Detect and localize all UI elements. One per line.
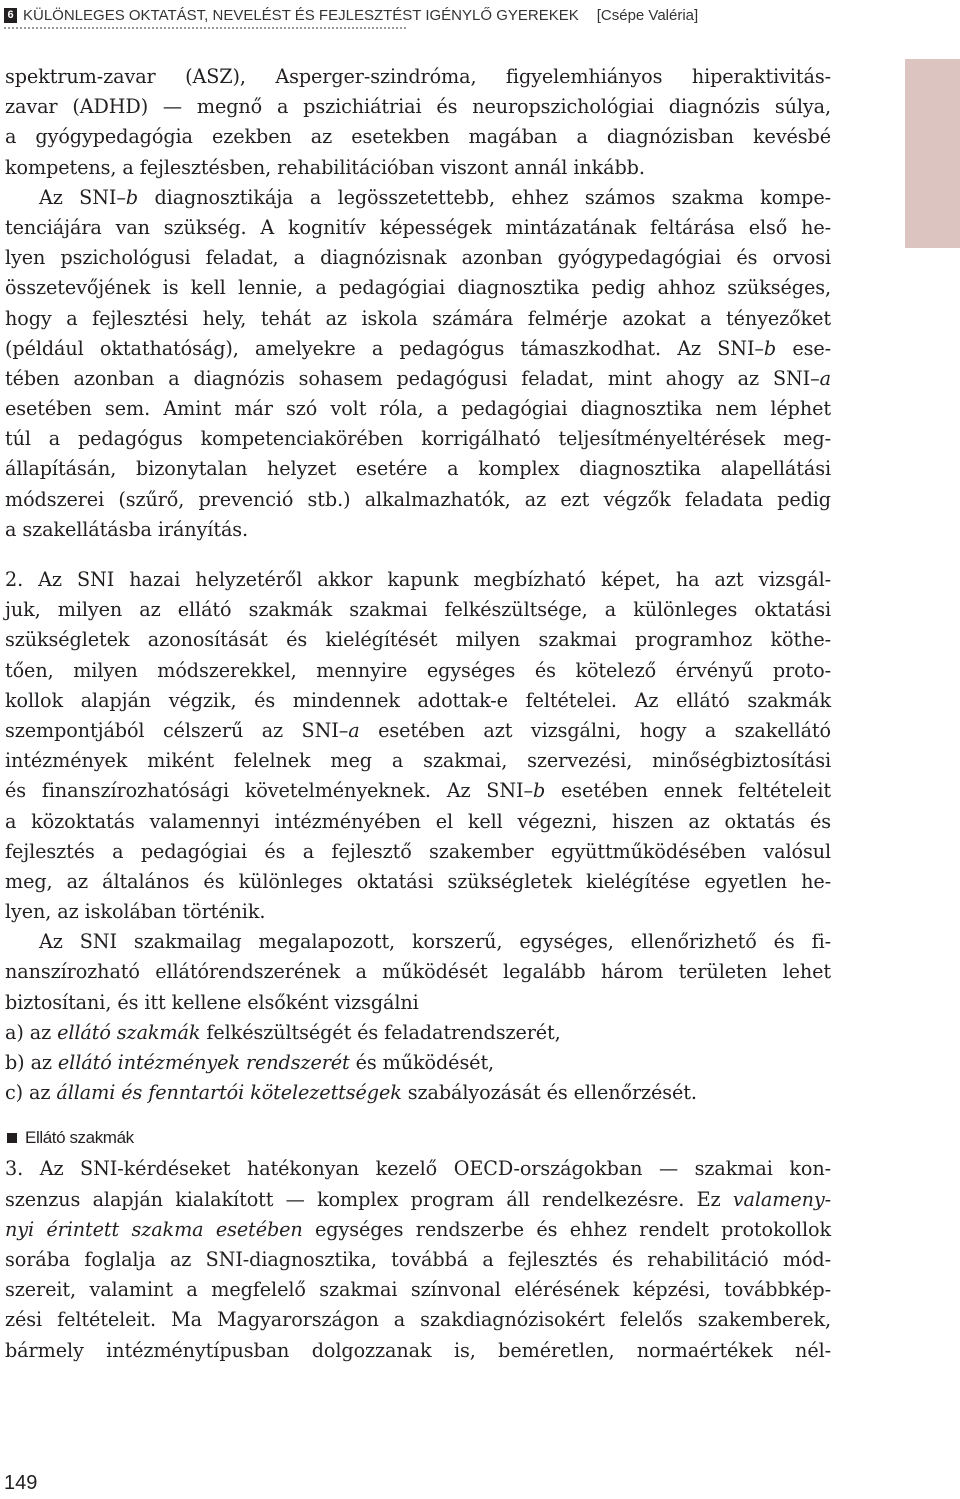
text-run: szempontjából célszerű az SNI– xyxy=(5,718,349,742)
italic-run: ellátó szakmák xyxy=(57,1020,201,1044)
text-line xyxy=(5,1185,831,1215)
list-item-c xyxy=(5,1078,831,1108)
square-bullet-icon xyxy=(7,1133,17,1143)
text-run: Az SNI– xyxy=(39,185,126,209)
text-line: kollok alapján végzik, és mindennek adottak-e feltételei. Az ellátó szakmák xyxy=(5,688,831,712)
text-run: esetében ennek feltételeit xyxy=(545,779,831,803)
header-author: [Csépe Valéria] xyxy=(596,6,699,24)
text-line: lyen pszichológusi feladat, a diagnózisnak azonban gyógypedagógiai és orvosi xyxy=(5,246,831,270)
text-line: juk, milyen az ellátó szakmák szakmai felkészültsége, a különleges oktatási xyxy=(5,598,831,622)
text-line: tően, milyen módszerekkel, mennyire egységes és kötelező érvényű proto- xyxy=(5,658,831,682)
italic-run: ellátó intézmények rendszerét xyxy=(57,1051,350,1074)
header-title: KÜLÖNLEGES OKTATÁST, NEVELÉST ÉS FEJLESZTÉST IGÉNYLŐ GYEREKEK xyxy=(23,6,579,24)
text-line: sorába foglalja az SNI-diagnosztika, továbbá a fejlesztés és rehabilitáció mód- xyxy=(5,1247,831,1271)
text-run: a) az xyxy=(5,1020,58,1044)
page-number: 149 xyxy=(4,1472,38,1494)
text-run: (például oktathatóság), amelyekre a pedagógus támaszkodhat. Az SNI– xyxy=(5,336,764,360)
italic-run: a xyxy=(819,366,831,390)
text-line: spektrum-zavar (ASZ), Asperger-szindróma, figyelemhiányos hiperaktivitás- xyxy=(5,65,831,88)
text-line: nanszírozható ellátórendszerének a működését legalább három területen lehet xyxy=(5,960,831,984)
text-line: a gyógypedagógia ezekben az esetekben magában a diagnózisban kevésbé xyxy=(5,125,831,149)
text-line xyxy=(5,716,831,746)
text-line: lyen, az iskolában történik. xyxy=(5,900,266,924)
text-line: kompetens, a fejlesztésben, rehabilitációban viszont annál inkább. xyxy=(5,155,645,179)
text-line: meg, az általános és különleges oktatási szükségletek kielégítése egyetlen he- xyxy=(5,869,831,893)
text-line: fejlesztés a pedagógiai és a fejlesztő szakember együttműködésében valósul xyxy=(5,839,831,863)
text-run: és finanszírozhatósági követelményeknek. Az SNI– xyxy=(5,779,533,803)
text-line: a közoktatás valamennyi intézményében el kell végezni, hiszen az oktatás és xyxy=(5,809,831,833)
list-item-a xyxy=(5,1018,831,1048)
text-run: b) az xyxy=(5,1051,58,1074)
italic-run: b xyxy=(533,779,546,803)
text-line: 3. Az SNI-kérdéseket hatékonyan kezelő OECD-országokban — szakmai kon- xyxy=(5,1157,831,1181)
text-line: szükségletek azonosítását és kielégítését milyen szakmai programhoz köthe- xyxy=(5,628,831,652)
text-run: szabályozását és ellenőrzését. xyxy=(401,1081,697,1105)
text-run: egységes rendszerbe és ehhez rendelt protokollok xyxy=(302,1217,831,1241)
text-run: c) az xyxy=(5,1081,57,1105)
text-line: összetevőjének is kell lennie, a pedagógiai diagnosztika pedig ahhoz szükséges, xyxy=(5,276,831,300)
body-text xyxy=(5,62,831,1366)
italic-run: a xyxy=(348,718,360,742)
text-line: tenciájára van szükség. A kognitív képességek mintázatának feltárása első he- xyxy=(5,215,831,239)
text-line: túl a pedagógus kompetenciakörében korrigálható teljesítményeltérések meg- xyxy=(5,427,831,451)
header-dotted-rule xyxy=(4,27,406,29)
text-line: bármely intézménytípusban dolgozzanak is, beméretlen, normaértékek nél- xyxy=(5,1338,831,1362)
side-color-tab xyxy=(905,59,960,248)
text-line: esetében sem. Amint már szó volt róla, a pedagógiai diagnosztika nem léphet xyxy=(5,397,831,421)
section-heading xyxy=(5,1122,831,1154)
text-run: esetében azt vizsgálni, hogy a szakellátó xyxy=(359,718,831,742)
text-run: szenzus alapján kialakított — komplex program áll rendelkezésre. Ez xyxy=(5,1187,733,1211)
text-line xyxy=(5,1215,831,1245)
text-line: biztosítani, és itt kellene elsőként vizsgálni xyxy=(5,990,419,1014)
text-run: felkészültségét és feladatrendszerét, xyxy=(200,1020,561,1044)
text-line: zési feltételeit. Ma Magyarországon a szakdiagnózisokért felelős szakemberek, xyxy=(5,1308,831,1332)
text-line: Az SNI szakmailag megalapozott, korszerű, egységes, ellenőrizhető és fi- xyxy=(39,930,831,954)
text-run: és működését, xyxy=(349,1051,495,1074)
text-line xyxy=(5,776,831,806)
text-run: tében azonban a diagnózis sohasem pedagógusi feladat, mint ahogy az SNI– xyxy=(5,366,820,390)
italic-run: állami és fenntartói kötelezettségek xyxy=(56,1081,402,1105)
italic-run: valameny- xyxy=(732,1187,831,1211)
text-line: állapításán, bizonytalan helyzet esetére a komplex diagnosztika alapellátási xyxy=(5,457,831,481)
text-run: diagnosztikája a legösszetettebb, ehhez számos szakma kompe- xyxy=(138,185,831,209)
text-line: a szakellátásba irányítás. xyxy=(5,517,249,541)
text-line: 2. Az SNI hazai helyzetéről akkor kapunk megbízható képet, ha azt vizsgál- xyxy=(5,568,831,591)
italic-run: nyi érintett szakma esetében xyxy=(5,1217,303,1241)
italic-run: b xyxy=(125,185,139,209)
text-line xyxy=(5,364,831,394)
text-line: intézmények miként felelnek meg a szakmai, szervezési, minőségbiztosítási xyxy=(5,749,831,773)
chapter-number-badge: 6 xyxy=(4,8,17,23)
text-line xyxy=(5,334,831,364)
list-item-b xyxy=(5,1048,831,1078)
text-line: szereit, valamint a megfelelő szakmai színvonal elérésének képzési, továbbkép- xyxy=(5,1278,831,1302)
text-line: zavar (ADHD) — megnő a pszichiátriai és neuropszichológiai diagnózis súlya, xyxy=(5,95,831,119)
text-line: hogy a fejlesztési hely, tehát az iskola számára felmérje azokat a tényezőket xyxy=(5,306,831,330)
text-line: módszerei (szűrő, prevenció stb.) alkalmazhatók, az ezt végzők feladata pedig xyxy=(5,487,831,511)
section-title: Ellátó szakmák xyxy=(25,1128,134,1148)
text-line xyxy=(5,183,831,213)
running-header xyxy=(4,4,950,26)
italic-run: b xyxy=(763,336,777,360)
text-run: ese- xyxy=(776,336,831,360)
